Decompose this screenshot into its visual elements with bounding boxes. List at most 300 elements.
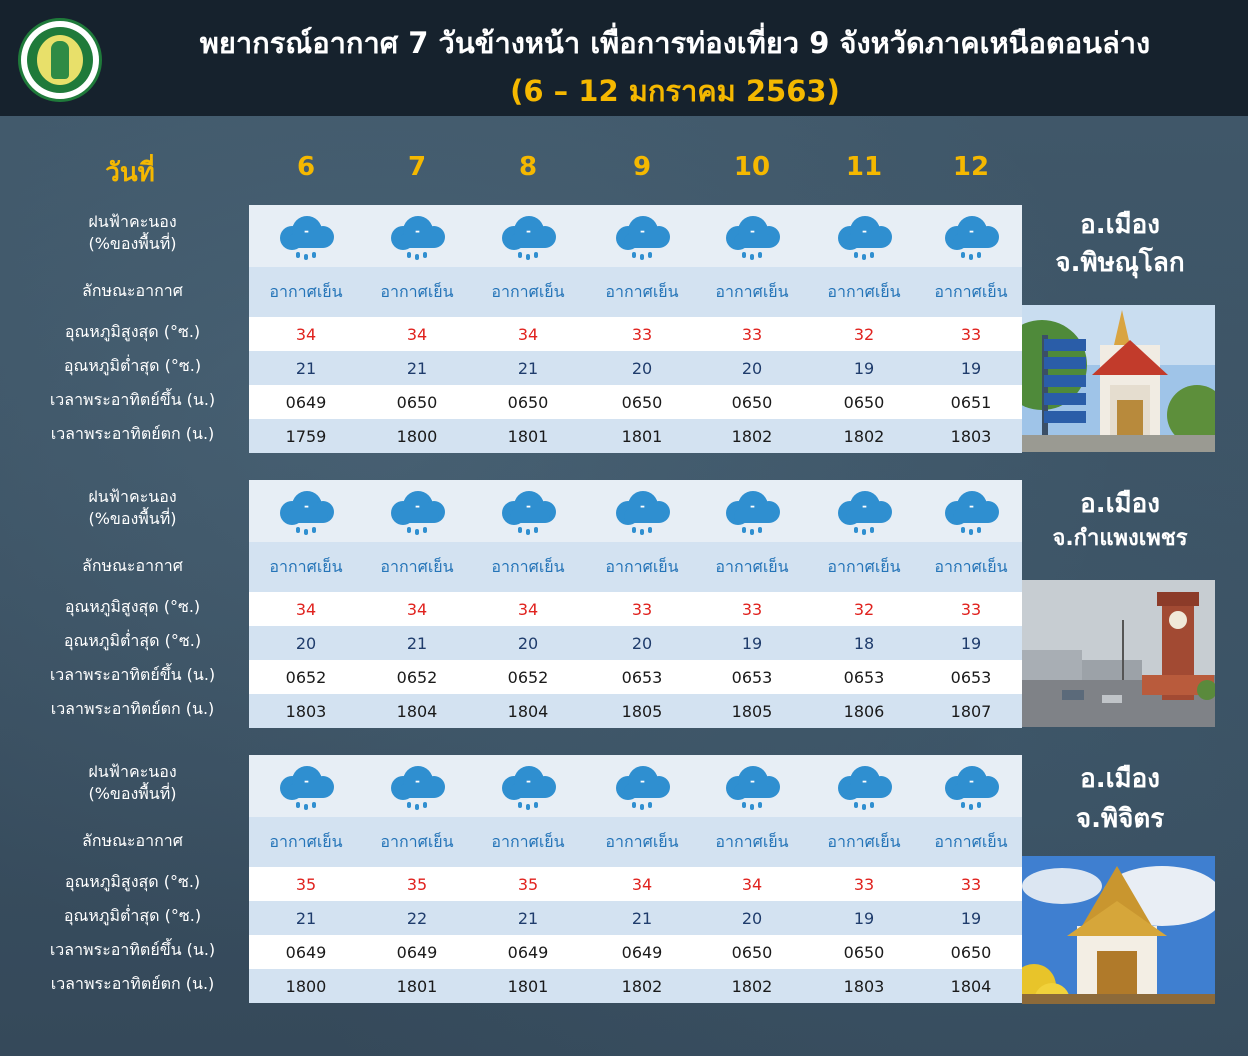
condition-value: อากาศเย็น: [380, 556, 454, 576]
rain-cell: [256, 205, 356, 267]
raindrop: [415, 804, 419, 810]
sunrise-value: 0653: [950, 667, 992, 687]
raindrop: [750, 254, 754, 260]
sunset-cell: [256, 969, 356, 1003]
raindrop: [758, 252, 762, 258]
tmin-cell: [814, 626, 914, 660]
rain-percent: -: [304, 774, 309, 788]
label-tmin: อุณหภูมิต่ำสุด (°ซ.): [63, 631, 202, 650]
rain-cloud-icon: [274, 487, 338, 535]
sunrise-value: 0650: [731, 942, 773, 962]
tmin-value: 21: [517, 908, 539, 928]
tmax-cell: [592, 592, 692, 626]
raindrop: [750, 804, 754, 810]
raindrop: [534, 802, 538, 808]
tmax-value: 32: [853, 599, 875, 619]
condition-cell: [814, 267, 914, 317]
tmax-value: 33: [631, 599, 653, 619]
rain-cloud-icon: [385, 212, 449, 260]
raindrop: [423, 802, 427, 808]
raindrop: [640, 254, 644, 260]
rain-cloud-icon: [496, 487, 560, 535]
sunset-value: 1803: [285, 701, 327, 721]
raindrop: [640, 529, 644, 535]
label-condition: ลักษณะอากาศ: [82, 556, 183, 575]
forecast-table: [249, 480, 1022, 728]
sunrise-cell: [256, 660, 356, 694]
tmin-value: 20: [741, 908, 763, 928]
sunrise-value: 0649: [621, 942, 663, 962]
sunset-value: 1802: [731, 976, 773, 996]
day-number: 6: [296, 152, 316, 182]
sunset-cell: [592, 694, 692, 728]
tmax-value: 34: [517, 599, 539, 619]
raindrop: [632, 252, 636, 258]
sunset-value: 1805: [731, 701, 773, 721]
raindrop: [870, 527, 874, 533]
tmax-cell: [921, 867, 1021, 901]
rain-cell: [478, 755, 578, 817]
tmax-value: 34: [406, 599, 428, 619]
tmin-value: 21: [517, 358, 539, 378]
sunset-cell: [592, 969, 692, 1003]
raindrop: [518, 802, 522, 808]
condition-row: [249, 542, 1022, 592]
tmax-cell: [702, 592, 802, 626]
tmin-cell: [814, 901, 914, 935]
rain-percent: -: [969, 499, 974, 513]
sunset-value: 1804: [396, 701, 438, 721]
tmax-value: 34: [517, 324, 539, 344]
date-range: (6 – 12 มกราคม 2563): [510, 74, 840, 108]
raindrop: [423, 527, 427, 533]
rain-cell: [256, 480, 356, 542]
tmin-value: 20: [517, 633, 539, 653]
sunrise-value: 0649: [285, 942, 327, 962]
sunset-cell: [256, 419, 356, 453]
tmin-value: 21: [295, 908, 317, 928]
rain-cell: [702, 480, 802, 542]
raindrop: [296, 527, 300, 533]
condition-cell: [921, 267, 1021, 317]
condition-value: อากาศเย็น: [269, 556, 343, 576]
tmd-logo: [18, 18, 102, 102]
label-tmin: อุณหภูมิต่ำสุด (°ซ.): [63, 356, 202, 375]
condition-cell: [814, 542, 914, 592]
rain-percent: -: [304, 224, 309, 238]
condition-cell: [702, 817, 802, 867]
tmin-value: 19: [853, 908, 875, 928]
province-photo: [1022, 856, 1215, 1004]
raindrop: [969, 254, 973, 260]
condition-row: [249, 267, 1022, 317]
sunrise-value: 0650: [507, 392, 549, 412]
raindrop: [870, 802, 874, 808]
rain-percent: -: [750, 499, 755, 513]
rain-percent: -: [526, 499, 531, 513]
province-name: จ.พิษณุโลก: [1055, 248, 1185, 278]
rain-percent: -: [750, 774, 755, 788]
district-name: อ.เมือง: [1080, 764, 1160, 794]
rain-cell: [814, 205, 914, 267]
sunset-value: 1801: [507, 976, 549, 996]
condition-row: [249, 817, 1022, 867]
condition-cell: [256, 542, 356, 592]
raindrop: [969, 804, 973, 810]
raindrop: [862, 529, 866, 535]
header-bar: [0, 0, 1248, 116]
tmax-value: 33: [631, 324, 653, 344]
tmax-value: 33: [853, 874, 875, 894]
day-number: 11: [845, 152, 883, 182]
tmin-row: [249, 626, 1022, 660]
raindrop: [758, 527, 762, 533]
label-sunrise: เวลาพระอาทิตย์ขึ้น (น.): [49, 665, 216, 684]
condition-cell: [256, 817, 356, 867]
sunrise-cell: [592, 660, 692, 694]
sunrise-value: 0650: [843, 942, 885, 962]
sunrise-cell: [702, 660, 802, 694]
raindrop: [407, 527, 411, 533]
condition-value: อากาศเย็น: [380, 831, 454, 851]
rain-cloud-icon: [385, 762, 449, 810]
raindrop: [862, 804, 866, 810]
sunrise-cell: [478, 385, 578, 419]
rain-cell: [367, 480, 467, 542]
tmax-value: 33: [741, 324, 763, 344]
sunset-cell: [478, 419, 578, 453]
sunset-cell: [592, 419, 692, 453]
sunrise-cell: [256, 385, 356, 419]
tmin-value: 21: [406, 633, 428, 653]
rain-cloud-icon: [610, 762, 674, 810]
tmin-cell: [592, 626, 692, 660]
tmax-cell: [478, 317, 578, 351]
tmax-value: 34: [295, 599, 317, 619]
tmax-row: [249, 317, 1022, 351]
condition-value: อากาศเย็น: [269, 831, 343, 851]
sunrise-value: 0649: [507, 942, 549, 962]
tmin-cell: [592, 351, 692, 385]
rain-cell: [921, 205, 1021, 267]
raindrop: [526, 804, 530, 810]
tmin-cell: [702, 626, 802, 660]
tmax-cell: [702, 317, 802, 351]
raindrop: [632, 802, 636, 808]
tmin-value: 18: [853, 633, 875, 653]
label-rain-unit: (%ของพื้นที่): [88, 784, 177, 803]
tmax-row: [249, 867, 1022, 901]
tmin-value: 19: [960, 908, 982, 928]
raindrop: [648, 527, 652, 533]
rain-cell: [702, 755, 802, 817]
condition-value: อากาศเย็น: [934, 831, 1008, 851]
sunset-cell: [478, 969, 578, 1003]
raindrop: [423, 252, 427, 258]
tmax-cell: [256, 592, 356, 626]
province-name: จ.พิจิตร: [1075, 804, 1165, 834]
raindrop: [526, 529, 530, 535]
tmax-cell: [592, 317, 692, 351]
province-photo: [1022, 305, 1215, 452]
tmin-value: 20: [631, 358, 653, 378]
raindrop: [854, 802, 858, 808]
rain-cloud-icon: [385, 487, 449, 535]
raindrop: [854, 527, 858, 533]
raindrop: [534, 252, 538, 258]
sunrise-cell: [921, 385, 1021, 419]
sunrise-cell: [592, 385, 692, 419]
rain-cloud-icon: [496, 762, 560, 810]
sunset-cell: [814, 969, 914, 1003]
raindrop: [969, 529, 973, 535]
rain-cell: [921, 480, 1021, 542]
day-number: 8: [518, 152, 538, 182]
sunset-cell: [478, 694, 578, 728]
forecast-table: [249, 205, 1022, 453]
tmax-cell: [478, 867, 578, 901]
tmax-cell: [592, 867, 692, 901]
sunset-row: [249, 694, 1022, 728]
rain-cell: [814, 755, 914, 817]
sunset-cell: [702, 419, 802, 453]
sunset-cell: [256, 694, 356, 728]
condition-value: อากาศเย็น: [827, 831, 901, 851]
tmin-cell: [921, 626, 1021, 660]
raindrop: [296, 252, 300, 258]
tmax-value: 33: [960, 324, 982, 344]
tmin-value: 22: [406, 908, 428, 928]
condition-cell: [592, 817, 692, 867]
tmax-cell: [702, 867, 802, 901]
raindrop: [854, 252, 858, 258]
tmax-cell: [814, 592, 914, 626]
raindrop: [648, 802, 652, 808]
raindrop: [518, 527, 522, 533]
rain-percent: -: [862, 224, 867, 238]
tmax-cell: [367, 867, 467, 901]
raindrop: [304, 254, 308, 260]
raindrop: [415, 529, 419, 535]
condition-cell: [814, 817, 914, 867]
label-rain: ฝนฟ้าคะนอง: [88, 762, 177, 781]
raindrop: [961, 252, 965, 258]
tmin-cell: [367, 626, 467, 660]
sunrise-row: [249, 385, 1022, 419]
condition-cell: [921, 542, 1021, 592]
condition-cell: [702, 267, 802, 317]
tmin-cell: [256, 901, 356, 935]
rain-percent: -: [415, 774, 420, 788]
condition-value: อากาศเย็น: [269, 281, 343, 301]
rain-cloud-icon: [274, 762, 338, 810]
condition-value: อากาศเย็น: [827, 556, 901, 576]
sunrise-value: 0652: [396, 667, 438, 687]
tmin-cell: [478, 351, 578, 385]
sunrise-value: 0652: [507, 667, 549, 687]
tmax-value: 34: [631, 874, 653, 894]
rain-percent: -: [415, 224, 420, 238]
sunrise-cell: [592, 935, 692, 969]
raindrop: [961, 527, 965, 533]
tmax-cell: [921, 317, 1021, 351]
condition-cell: [367, 817, 467, 867]
sunset-cell: [921, 694, 1021, 728]
condition-value: อากาศเย็น: [715, 831, 789, 851]
sunset-cell: [814, 694, 914, 728]
tmin-value: 20: [295, 633, 317, 653]
rain-cloud-icon: [832, 762, 896, 810]
forecast-table: [249, 755, 1022, 1003]
raindrop: [742, 252, 746, 258]
rain-percent: -: [526, 224, 531, 238]
rain-cloud-icon: [832, 487, 896, 535]
rain-cell: [367, 205, 467, 267]
raindrop: [632, 527, 636, 533]
sunrise-row: [249, 660, 1022, 694]
label-sunrise: เวลาพระอาทิตย์ขึ้น (น.): [49, 940, 216, 959]
sunrise-value: 0649: [396, 942, 438, 962]
tmin-cell: [256, 626, 356, 660]
label-sunset: เวลาพระอาทิตย์ตก (น.): [50, 974, 215, 993]
raindrop: [862, 254, 866, 260]
label-rain-unit: (%ของพื้นที่): [88, 509, 177, 528]
tmin-value: 21: [406, 358, 428, 378]
sunrise-value: 0653: [731, 667, 773, 687]
tmin-cell: [367, 901, 467, 935]
sunrise-value: 0650: [731, 392, 773, 412]
raindrop: [304, 804, 308, 810]
tmin-value: 21: [295, 358, 317, 378]
tmin-cell: [256, 351, 356, 385]
rain-percent: -: [862, 774, 867, 788]
sunrise-cell: [814, 660, 914, 694]
sunset-cell: [702, 969, 802, 1003]
tmin-value: 20: [631, 633, 653, 653]
sunset-cell: [367, 419, 467, 453]
rain-cell: [478, 205, 578, 267]
tmax-value: 33: [960, 874, 982, 894]
rain-row: [249, 205, 1022, 267]
condition-cell: [367, 542, 467, 592]
tmin-cell: [814, 351, 914, 385]
district-name: อ.เมือง: [1080, 210, 1160, 240]
rain-percent: -: [415, 499, 420, 513]
sunset-value: 1801: [621, 426, 663, 446]
label-tmax: อุณหภูมิสูงสุด (°ซ.): [64, 872, 201, 891]
condition-value: อากาศเย็น: [605, 831, 679, 851]
condition-cell: [702, 542, 802, 592]
rain-percent: -: [969, 774, 974, 788]
rain-cloud-icon: [496, 212, 560, 260]
raindrop: [304, 529, 308, 535]
sunrise-cell: [702, 935, 802, 969]
day-label: วันที่: [105, 158, 155, 188]
condition-cell: [592, 267, 692, 317]
sunset-value: 1804: [507, 701, 549, 721]
condition-cell: [478, 542, 578, 592]
raindrop: [977, 802, 981, 808]
sunrise-cell: [367, 385, 467, 419]
tmax-cell: [256, 867, 356, 901]
tmax-cell: [814, 317, 914, 351]
rain-cloud-icon: [832, 212, 896, 260]
tmin-cell: [921, 351, 1021, 385]
sunset-value: 1802: [843, 426, 885, 446]
tmin-row: [249, 351, 1022, 385]
sunset-value: 1800: [396, 426, 438, 446]
province-photo: [1022, 580, 1215, 727]
sunset-cell: [702, 694, 802, 728]
rain-percent: -: [969, 224, 974, 238]
label-rain: ฝนฟ้าคะนอง: [88, 212, 177, 231]
tmin-value: 21: [631, 908, 653, 928]
condition-value: อากาศเย็น: [715, 556, 789, 576]
tmax-value: 35: [295, 874, 317, 894]
raindrop: [648, 252, 652, 258]
raindrop: [312, 527, 316, 533]
sunrise-value: 0653: [843, 667, 885, 687]
sunset-cell: [921, 969, 1021, 1003]
tmax-value: 34: [741, 874, 763, 894]
condition-value: อากาศเย็น: [380, 281, 454, 301]
raindrop: [977, 527, 981, 533]
page-title: พยากรณ์อากาศ 7 วันข้างหน้า เพื่อการท่องเที่ยว 9 จังหวัดภาคเหนือตอนล่าง: [199, 26, 1151, 60]
raindrop: [296, 802, 300, 808]
condition-value: อากาศเย็น: [715, 281, 789, 301]
sunset-value: 1804: [950, 976, 992, 996]
rain-percent: -: [750, 224, 755, 238]
rain-cloud-icon: [939, 487, 1003, 535]
raindrop: [415, 254, 419, 260]
tmin-value: 19: [960, 633, 982, 653]
sunset-value: 1802: [621, 976, 663, 996]
tmin-value: 19: [853, 358, 875, 378]
raindrop: [640, 804, 644, 810]
rain-cloud-icon: [939, 762, 1003, 810]
sunset-value: 1805: [621, 701, 663, 721]
condition-cell: [367, 267, 467, 317]
sunset-value: 1803: [843, 976, 885, 996]
tmin-row: [249, 901, 1022, 935]
rain-row: [249, 480, 1022, 542]
sunset-value: 1806: [843, 701, 885, 721]
raindrop: [312, 802, 316, 808]
tmax-row: [249, 592, 1022, 626]
condition-cell: [921, 817, 1021, 867]
raindrop: [742, 802, 746, 808]
day-number: 10: [733, 152, 771, 182]
sunrise-value: 0650: [621, 392, 663, 412]
sunrise-cell: [921, 660, 1021, 694]
sunrise-cell: [814, 385, 914, 419]
sunrise-cell: [367, 935, 467, 969]
raindrop: [526, 254, 530, 260]
raindrop: [750, 529, 754, 535]
tmax-value: 35: [517, 874, 539, 894]
rain-percent: -: [304, 499, 309, 513]
rain-cloud-icon: [274, 212, 338, 260]
condition-cell: [478, 267, 578, 317]
rain-cloud-icon: [610, 212, 674, 260]
condition-value: อากาศเย็น: [934, 281, 1008, 301]
rain-cloud-icon: [720, 487, 784, 535]
raindrop: [961, 802, 965, 808]
rain-cell: [478, 480, 578, 542]
sunrise-cell: [478, 660, 578, 694]
sunrise-value: 0652: [285, 667, 327, 687]
rain-percent: -: [862, 499, 867, 513]
